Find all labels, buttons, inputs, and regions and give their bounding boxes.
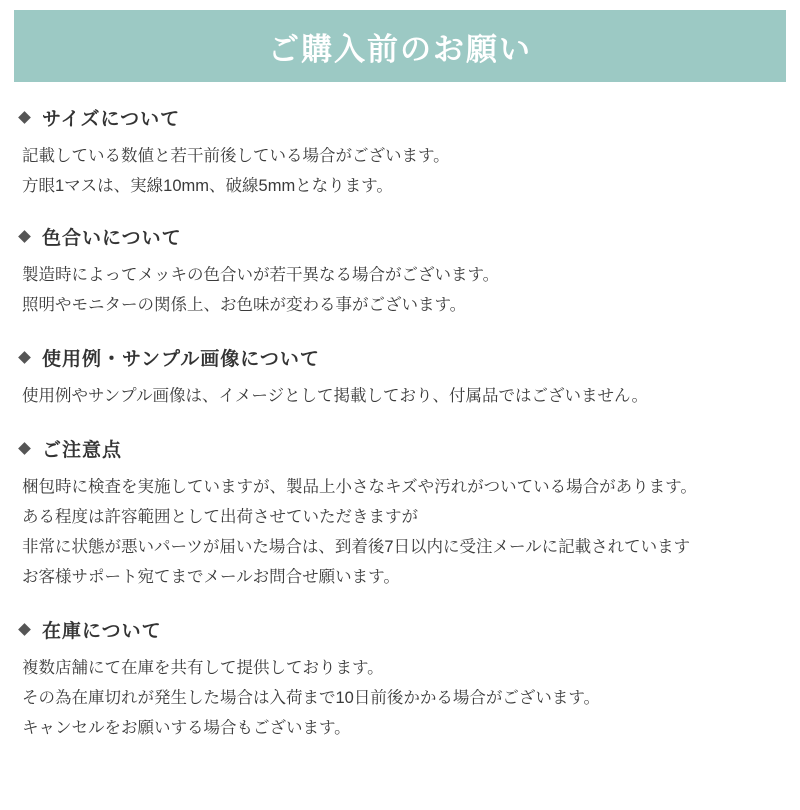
section-body [14,472,786,592]
section-stock [14,616,786,743]
section-body [14,653,786,743]
body-line: 方眼1マスは、実線10mm、破線5mmとなります。 [22,177,393,195]
section-heading [14,435,786,462]
section-heading-label: 在庫について [42,621,162,642]
section-heading-label: 色合いについて [42,228,182,249]
body-line: 記載している数値と若干前後している場合がございます。 [22,147,450,165]
page-banner [14,10,786,82]
section-caution [14,435,786,592]
body-line: 使用例やサンプル画像は、イメージとして掲載しており、付属品ではございません。 [22,387,649,405]
section-heading-label: ご注意点 [42,440,123,461]
diamond-bullet-icon [18,623,31,636]
body-line: 非常に状態が悪いパーツが届いた場合は、到着後7日以内に受注メールに記載されています [22,538,691,556]
page-title: ご購入前のお願い [268,31,532,67]
section-color [14,223,786,320]
section-sample-images [14,344,786,411]
body-line: その為在庫切れが発生した場合は入荷まで10日前後かかる場合がございます。 [22,689,601,707]
body-line: キャンセルをお願いする場合もございます。 [22,719,351,737]
diamond-bullet-icon [18,111,31,124]
body-line: 複数店舗にて在庫を共有して提供しております。 [22,659,384,677]
body-line: 照明やモニターの関係上、お色味が変わる事がございます。 [22,296,467,314]
section-heading [14,344,786,371]
section-heading [14,223,786,250]
section-body [14,381,786,411]
section-heading-label: 使用例・サンプル画像について [42,349,320,370]
section-heading [14,104,786,131]
section-heading [14,616,786,643]
section-size [14,104,786,201]
section-body [14,141,786,201]
diamond-bullet-icon [18,442,31,455]
body-line: 製造時によってメッキの色合いが若干異なる場合がございます。 [22,266,500,284]
body-line: お客様サポート宛てまでメールお問合せ願います。 [22,568,400,586]
body-line: 梱包時に検査を実施していますが、製品上小さなキズや汚れがついている場合があります。 [22,478,697,496]
section-heading-label: サイズについて [42,109,181,130]
section-body [14,260,786,320]
body-line: ある程度は許容範囲として出荷させていただきますが [22,508,418,526]
diamond-bullet-icon [18,351,31,364]
notice-page [0,10,800,810]
diamond-bullet-icon [18,230,31,243]
